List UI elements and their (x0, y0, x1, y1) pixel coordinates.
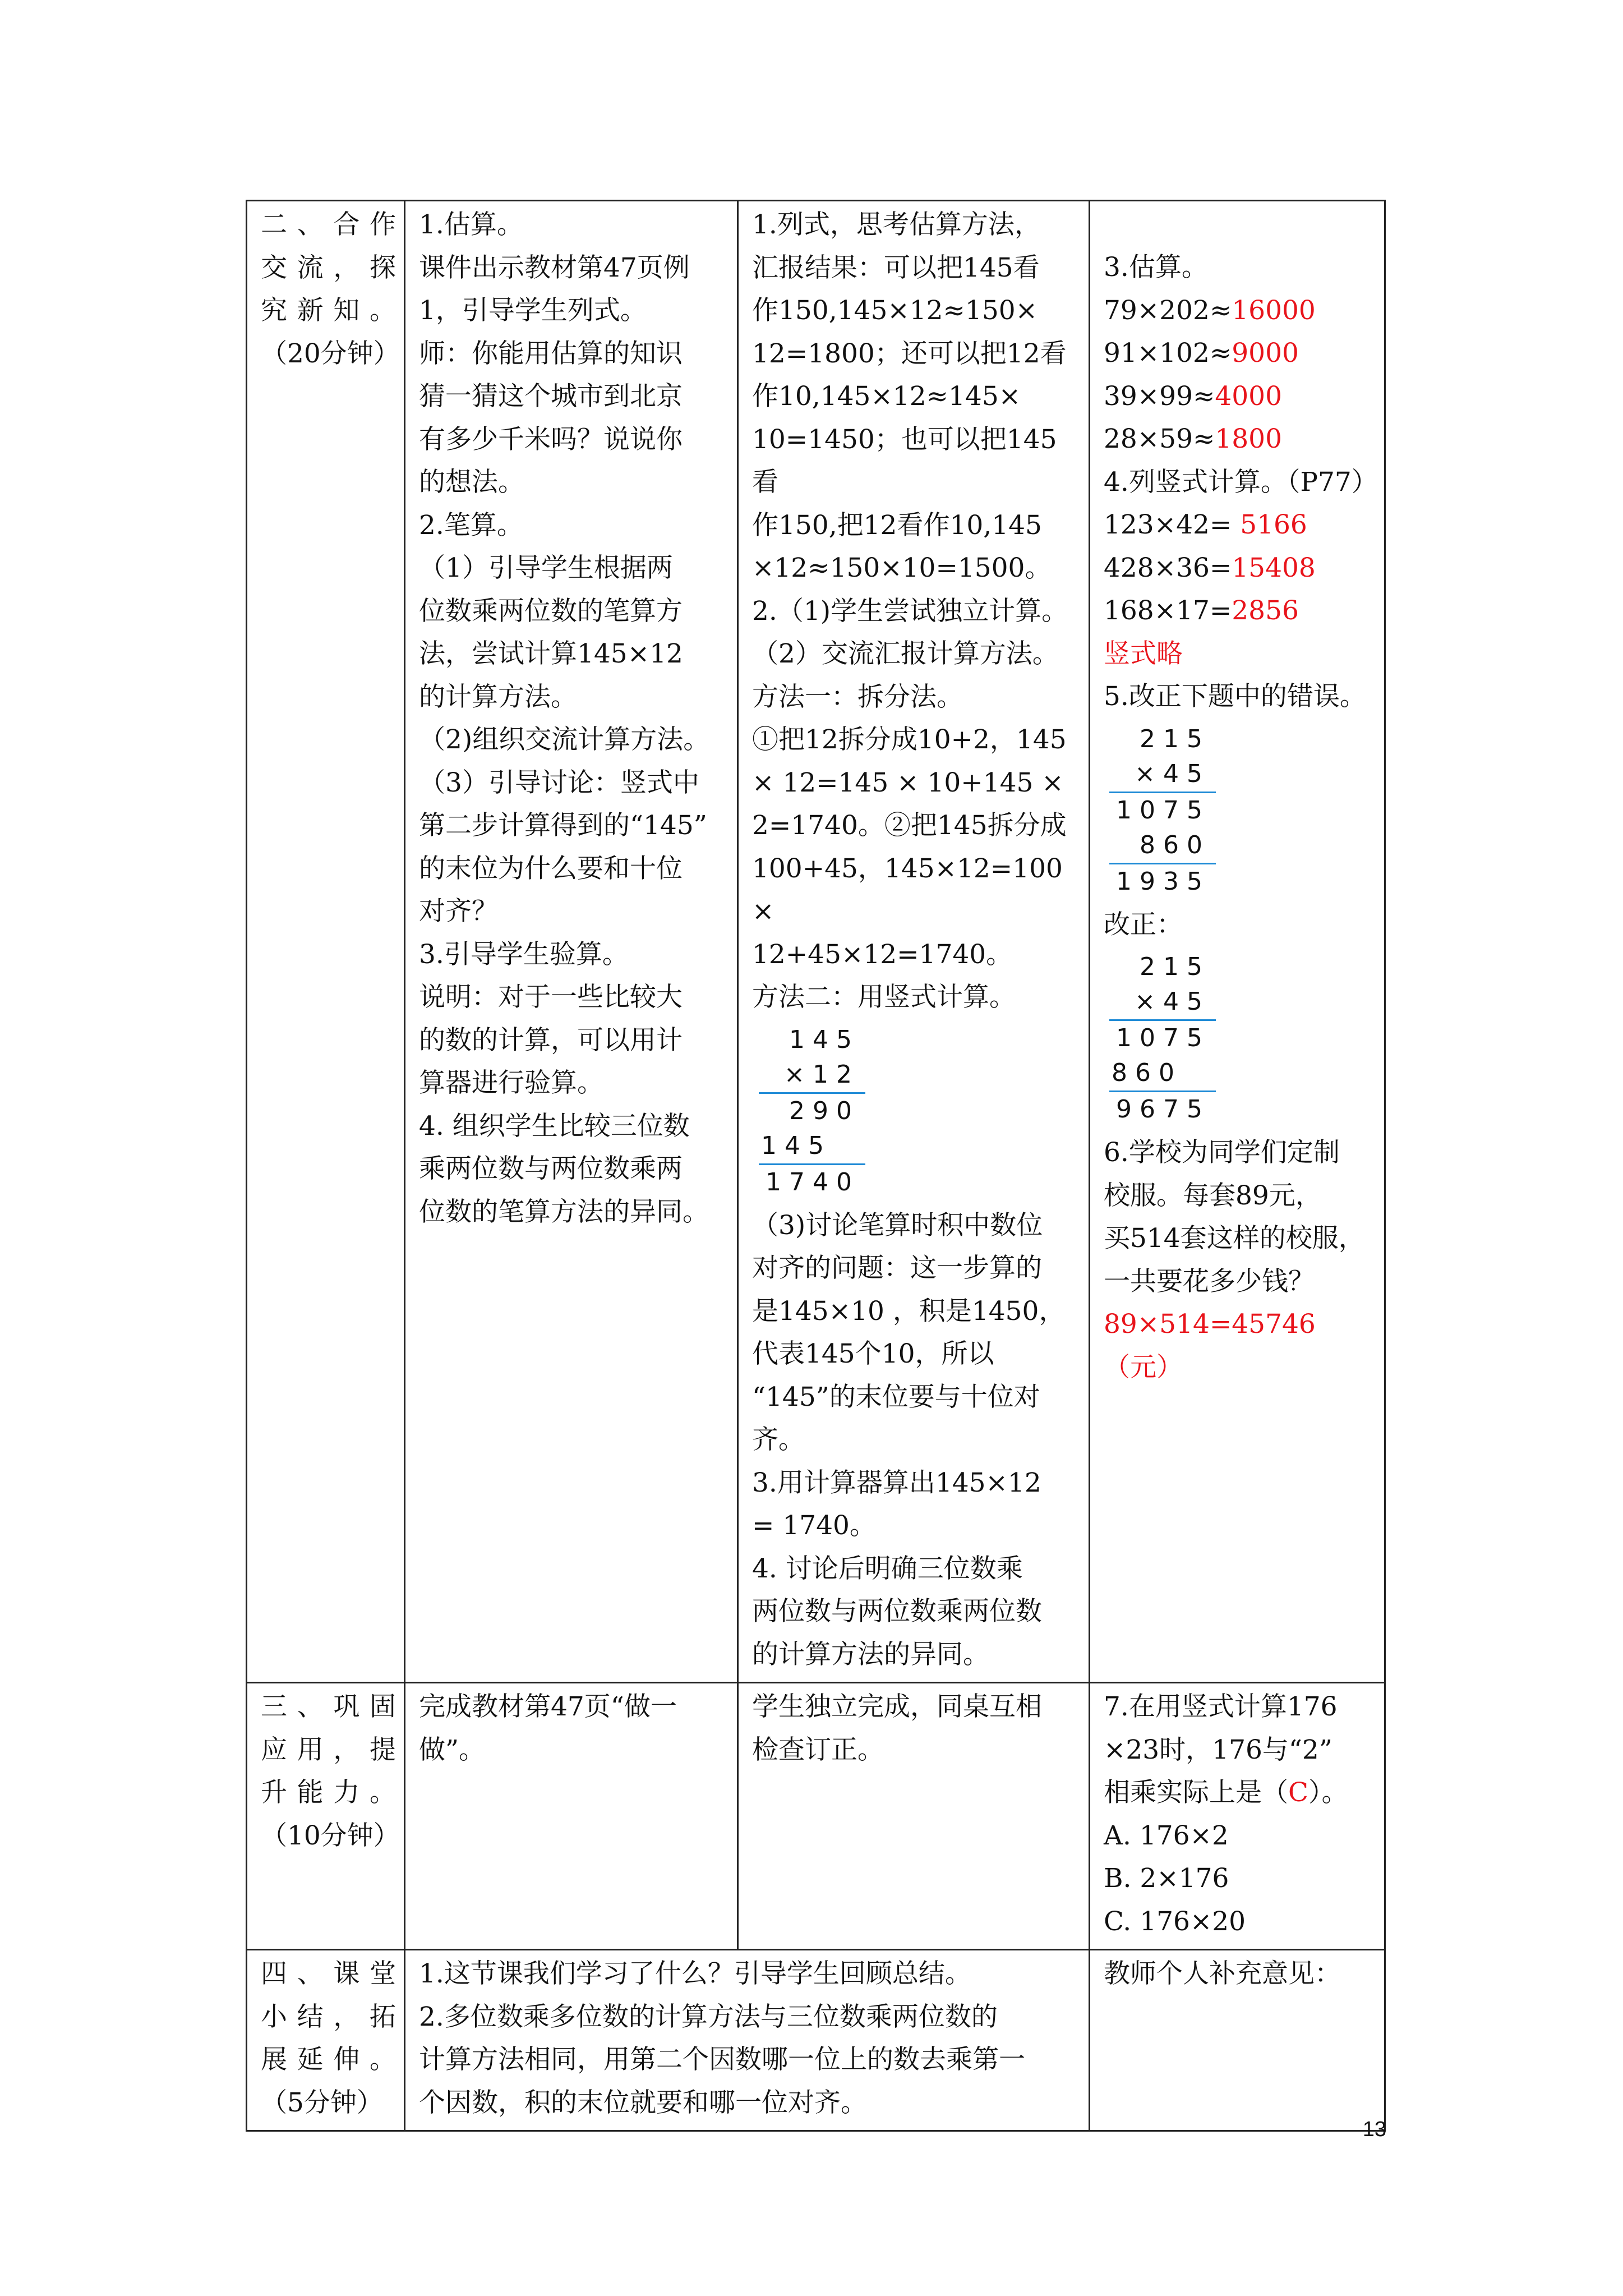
text-line: 检查订正。 (752, 1734, 884, 1765)
text-line: 位数的笔算方法的异同。 (419, 1196, 709, 1227)
text-line: 2=1740。②把145拆分成 (752, 810, 1067, 841)
text-line: （2)组织交流计算方法。 (419, 724, 710, 755)
calc-row: 1075 (1116, 1024, 1210, 1052)
stage-line: （5分钟） (261, 2087, 383, 2118)
section-row-apply (247, 1683, 1385, 1950)
estimate-item (1104, 418, 1376, 461)
stage-line: 四、课堂 (261, 1958, 396, 1989)
text-line: 学生独立完成，同桌互相 (752, 1691, 1042, 1722)
stage-line: 应用，提 (261, 1734, 396, 1765)
section-row-explore (247, 201, 1385, 1683)
text-line: 1.列式，思考估算方法， (752, 209, 1041, 240)
calc-row: 1075 (1116, 795, 1210, 825)
option-b: B. 2×176 (1104, 1863, 1229, 1894)
problem-answer: 89×514=45746（元） (1104, 1309, 1316, 1383)
estimate-expr: 79×202≈ (1104, 295, 1232, 326)
calc-row: ×45 (1135, 759, 1210, 788)
estimate-expr: 28×59≈ (1104, 424, 1215, 454)
stage-line: （20分钟） (261, 338, 400, 369)
calc-result: 9675 (1116, 1095, 1210, 1124)
text-line: 的数的计算，可以用计 (419, 1024, 683, 1056)
text-line: 作10,145×12≈145× (752, 381, 1021, 412)
text-line: 算器进行验算。 (419, 1068, 603, 1098)
text-line: × 12=145 × 10+145 × (752, 767, 1064, 798)
stage-cell (247, 201, 405, 1683)
estimate-expr: 39×99≈ (1104, 380, 1215, 412)
corrected-vertical-calculation (1104, 950, 1216, 1127)
text-line: 做”。 (419, 1734, 486, 1765)
lesson-plan-table (246, 200, 1386, 2132)
text-line: 3.用计算器算出145×12 (752, 1467, 1041, 1498)
text-line: 4. 组织学生比较三位数 (419, 1110, 690, 1142)
text-line: 两位数与两位数乘两位数 (752, 1596, 1042, 1627)
calc-row: 860 (1112, 1059, 1182, 1087)
problem-line: 7.在用竖式计算176 (1104, 1691, 1338, 1722)
teacher-activity-cell (405, 1683, 738, 1950)
text-line: 的想法。 (419, 467, 524, 498)
vertical-expr: 168×17= (1104, 595, 1232, 626)
vertical-answer: 15408 (1232, 552, 1316, 583)
text-line: 12+45×12=1740。 (752, 938, 1013, 970)
text-line: 猜一猜这个城市到北京 (419, 381, 683, 412)
stage-cell (247, 1683, 405, 1950)
text-line: 第二步计算得到的“145” (419, 810, 707, 841)
estimate-answer: 16000 (1232, 295, 1316, 326)
text-line: 100+45，145×12=100× (752, 853, 1063, 927)
text-line: ①把12拆分成10+2，145 (752, 724, 1067, 755)
text-line: 2.（1)学生尝试独立计算。 (752, 595, 1068, 627)
text-line: 对齐？ (419, 896, 498, 927)
vertical-item (1104, 547, 1376, 590)
vertical-calculation (752, 1023, 865, 1200)
text-line: 是145×10 ，积是1450， (752, 1295, 1066, 1327)
vertical-answer: 5166 (1240, 509, 1307, 540)
option-c: C. 176×20 (1104, 1906, 1246, 1937)
calc-row: ×45 (1135, 987, 1210, 1016)
student-activity-cell (738, 1683, 1090, 1950)
teacher-activity-cell (405, 201, 738, 1683)
problem-line: 6.学校为同学们定制 (1104, 1137, 1340, 1168)
student-activity-cell (738, 201, 1090, 1683)
problem-line: 买514套这样的校服， (1104, 1223, 1365, 1254)
text-line: 位数乘两位数的笔算方 (419, 595, 683, 627)
text-line: 计算方法相同，用第二个因数哪一位上的数去乘第一 (419, 2044, 1025, 2075)
vertical-item (1104, 590, 1376, 633)
text-line: 的末位为什么要和十位 (419, 853, 683, 884)
teacher-note-label: 教师个人补充意见： (1104, 1958, 1341, 1989)
stage-line: 究新知。 (261, 295, 396, 326)
page-number: 13 (1362, 2118, 1386, 2141)
text-line: “145”的末位要与十位对 (752, 1381, 1040, 1412)
calc-row: ×12 (784, 1060, 860, 1089)
text-line: 法，尝试计算145×12 (419, 638, 683, 669)
text-line: 完成教材第47页“做一 (419, 1691, 677, 1722)
calc-row: 145 (789, 1025, 860, 1054)
answer-choice: C (1288, 1777, 1308, 1808)
estimate-answer: 9000 (1232, 338, 1299, 369)
stage-line: 三、巩固 (261, 1691, 396, 1722)
text-line: （2）交流汇报计算方法。 (752, 638, 1059, 669)
text-line: （3）引导讨论：竖式中 (419, 767, 699, 798)
estimate-expr: 91×102≈ (1104, 338, 1232, 369)
section-row-summary (247, 1950, 1385, 2131)
text-line: 12=1800；还可以把12看 (752, 338, 1067, 369)
text-line: 10=1450；也可以把145看 (752, 424, 1057, 498)
problem-line: 一共要花多少钱？ (1104, 1266, 1315, 1297)
answer-suffix: ）。 (1308, 1777, 1348, 1808)
calc-row: 215 (1140, 953, 1210, 981)
text-line: 乘两位数与两位数乘两 (419, 1153, 683, 1184)
option-a: A. 176×2 (1104, 1820, 1229, 1851)
text-line: 作150,145×12≈150× (752, 295, 1038, 326)
text-line: （1）引导学生根据两 (419, 553, 673, 583)
text-line: 2.笔算。 (419, 509, 523, 541)
exercise-cell (1090, 1683, 1385, 1950)
text-line: 方法二：用竖式计算。 (752, 982, 1016, 1013)
stage-line: 小结，拓 (261, 2001, 396, 2032)
text-line: 3.引导学生验算。 (419, 938, 629, 970)
stage-line: 交流，探 (261, 252, 396, 283)
text-line: 作150,把12看作10,145 (752, 509, 1042, 541)
text-line: 个因数，积的末位就要和哪一位对齐。 (419, 2087, 867, 2118)
calc-result: 1740 (766, 1167, 860, 1197)
problem-line: 校服。每套89元， (1104, 1180, 1322, 1211)
text-line: 方法一：拆分法。 (752, 681, 963, 712)
vertical-expr: 428×36= (1104, 552, 1232, 583)
text-line: 4. 讨论后明确三位数乘 (752, 1553, 1023, 1584)
text-line: 代表145个10，所以 (752, 1338, 994, 1369)
problem-line (1104, 1772, 1376, 1815)
wrong-vertical-calculation (1104, 722, 1216, 899)
text-line: 的计算方法。 (419, 681, 577, 712)
estimate-answer: 1800 (1215, 424, 1282, 454)
text-line: 说明：对于一些比较大 (419, 982, 683, 1013)
stage-line: （10分钟） (261, 1820, 400, 1851)
text-line: （3)讨论笔算时积中数位 (752, 1209, 1043, 1241)
text-line: 课件出示教材第47页例 (419, 252, 690, 283)
estimate-answer: 4000 (1215, 380, 1282, 412)
text-line: 对齐的问题：这一步算的 (752, 1253, 1042, 1283)
vertical-expr: 123×42= (1104, 509, 1241, 540)
exercise-title: 4.列竖式计算。（P77） (1104, 466, 1378, 498)
exercise-cell (1090, 201, 1385, 1683)
calc-row: 215 (1140, 724, 1210, 753)
text-line: 2.多位数乘多位数的计算方法与三位数乘两位数的 (419, 2001, 998, 2032)
calc-row: 145 (761, 1131, 832, 1160)
text-line: 1，引导学生列式。 (419, 295, 647, 326)
stage-line: 升能力。 (261, 1777, 396, 1808)
text-line: 1.这节课我们学习了什么？引导学生回顾总结。 (419, 1958, 971, 1989)
vertical-answer: 2856 (1232, 595, 1299, 626)
text-line: ×12≈150×10=1500。 (752, 553, 1052, 583)
calc-result: 1935 (1116, 867, 1210, 896)
vertical-item (1104, 504, 1376, 547)
estimate-item (1104, 289, 1376, 333)
exercise-title: 5.改正下题中的错误。 (1104, 681, 1366, 712)
text-line: 1.估算。 (419, 209, 523, 240)
text-line: 的计算方法的异同。 (752, 1639, 989, 1670)
summary-cell (405, 1950, 1090, 2131)
estimate-item (1104, 332, 1376, 375)
calc-row: 860 (1140, 830, 1210, 859)
text-line: 师：你能用估算的知识 (419, 338, 683, 369)
problem-line: ×23时，176与“2” (1104, 1734, 1332, 1765)
correct-label: 改正： (1104, 909, 1183, 940)
text-line: = 1740。 (752, 1510, 876, 1541)
answer-prefix: 相乘实际上是（ (1104, 1777, 1288, 1808)
text-line: 汇报结果：可以把145看 (752, 252, 1040, 283)
stage-line: 二、合作 (261, 209, 396, 240)
stage-line: 展延伸。 (261, 2044, 396, 2075)
vertical-note: 竖式略 (1104, 638, 1183, 669)
teacher-note-cell (1090, 1950, 1385, 2131)
exercise-title: 3.估算。 (1104, 252, 1208, 283)
stage-cell (247, 1950, 405, 2131)
calc-row: 290 (789, 1096, 860, 1125)
text-line: 有多少千米吗？说说你 (419, 424, 683, 455)
estimate-item (1104, 375, 1376, 418)
text-line: 齐。 (752, 1424, 805, 1455)
